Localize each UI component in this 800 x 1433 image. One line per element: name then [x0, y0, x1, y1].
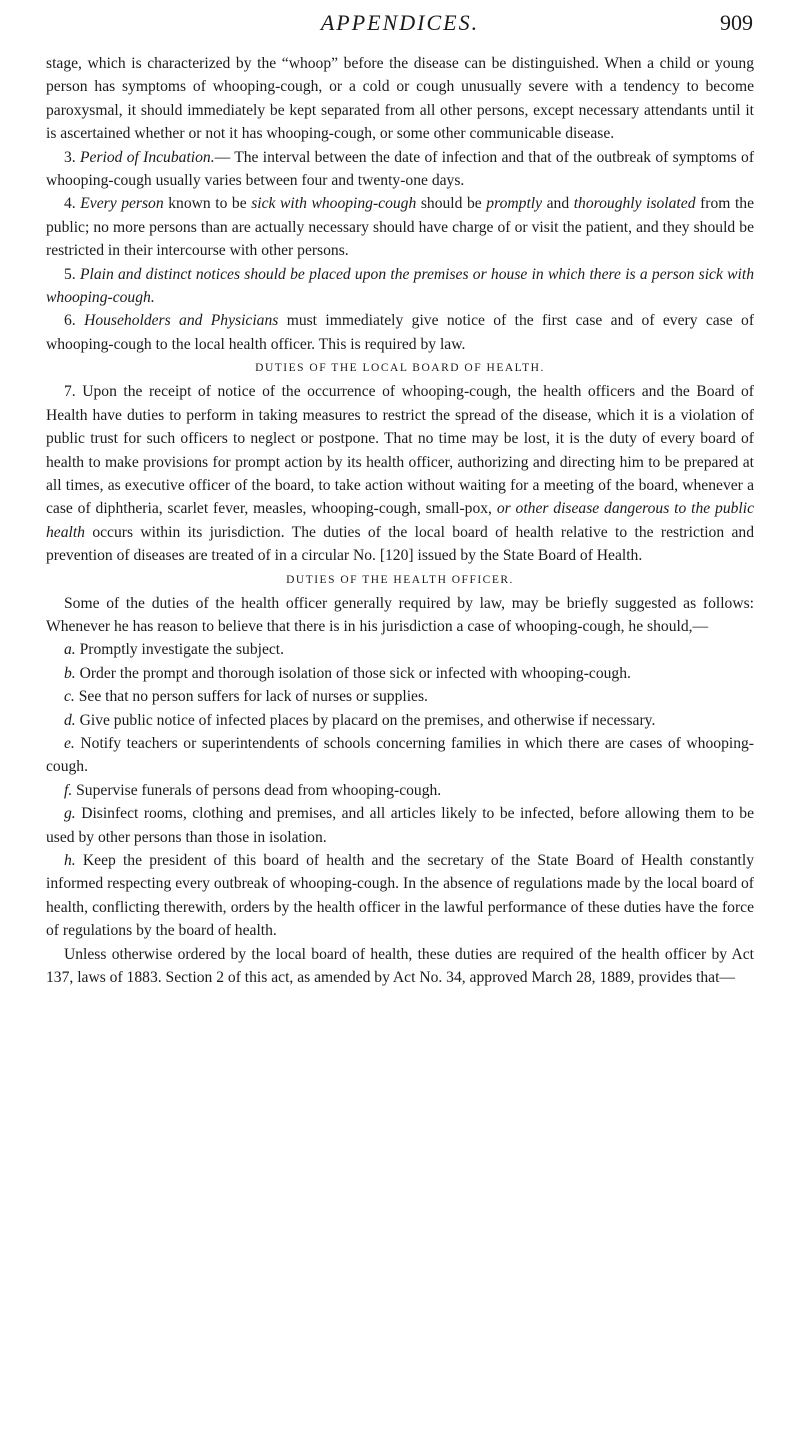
list-text: Supervise funerals of persons dead from whooping-cough.: [72, 781, 442, 799]
list-text: Order the prompt and thorough isolation of those sick or infected with whooping-cough.: [75, 664, 631, 682]
paragraph-number: 5.: [64, 265, 76, 283]
emphasis-text: sick with whooping-cough: [251, 195, 417, 213]
list-item-f: [46, 779, 754, 802]
list-item-a: [46, 638, 754, 661]
paragraph-3: [46, 146, 754, 193]
paragraph-5: [46, 263, 754, 310]
emphasis-text: thoroughly isolated: [573, 195, 696, 213]
list-text: Disinfect rooms, clothing and premises, and all articles likely to be infected, before allowing them to be used by other persons than those in isolation.: [46, 805, 754, 846]
paragraph-title: Period of Incubation.: [80, 148, 215, 166]
paragraph-text: must immediately give notice of the first case and of every case of whooping-cough to the local health officer. This is required by law.: [46, 312, 755, 353]
page-number: 909: [720, 10, 753, 35]
emphasis-text: promptly: [486, 195, 543, 213]
list-text: Promptly investigate the subject.: [75, 641, 285, 659]
list-letter: a.: [64, 641, 76, 659]
list-letter: b.: [64, 664, 76, 682]
paragraph-text: occurs within its jurisdiction. The duties of the local board of health relative to the restriction and prevention of diseases are treated of in a circular No. [120] issued by the State Board of Health.: [46, 523, 754, 565]
paragraph-title: Householders and Physicians: [84, 312, 279, 330]
emphasis-text: Every person: [80, 195, 164, 213]
list-item-g: [46, 802, 754, 849]
list-item-h: [46, 849, 754, 943]
intro-paragraph: stage, which is characterized by the “whoop” before the disease can be distinguished. When a child or young person has symptoms of whooping-cough, or a cold or cough unusually severe with a tendency to become paroxysmal, it should immediately be kept separated from all other persons, except necessary attendants until it is ascertained whether or not it has whooping-cough, or some other communicable disease.: [46, 55, 754, 143]
paragraph-8: Some of the duties of the health officer generally required by law, may be briefly suggested as follows: Whenever he has reason to believe that there is in his jurisdiction a case of whooping-cough, he should,—: [46, 594, 754, 635]
page-body: [46, 52, 754, 989]
paragraph-4: [46, 192, 754, 262]
list-text: Notify teachers or superintendents of schools concerning families in which there are cases of whooping-cough.: [46, 734, 754, 776]
list-item-d: [46, 709, 754, 732]
list-text: Keep the president of this board of health and the secretary of the State Board of Health constantly informed respecting every outbreak of whooping-cough. In the absence of regulations made by the local board of health, conflicting therewith, orders by the health officer in the lawful performance of these duties have the force of regulations by the board of health.: [46, 852, 754, 940]
section-heading-health-officer: DUTIES OF THE HEALTH OFFICER.: [286, 573, 514, 586]
list-letter: d.: [64, 711, 76, 729]
list-letter: c.: [64, 688, 75, 706]
running-head: APPENDICES.: [320, 10, 480, 35]
paragraph-text: should be: [416, 195, 487, 213]
paragraph-number: 4.: [64, 195, 76, 213]
paragraph-9: Unless otherwise ordered by the local board of health, these duties are required of the health officer by Act 137, laws of 1883. Section 2 of this act, as amended by Act No. 34, approved March 28, 1889, provides that—: [46, 945, 754, 987]
list-item-c: [46, 685, 754, 708]
list-letter: e.: [64, 734, 75, 752]
list-text: Give public notice of infected places by placard on the premises, and otherwise if necessary.: [75, 711, 656, 729]
list-letter: f.: [64, 781, 73, 799]
list-letter: g.: [64, 805, 76, 823]
paragraph-text: and: [542, 195, 574, 213]
list-letter: h.: [64, 852, 76, 869]
emphasis-text: or other disease dangerous to the public health: [46, 500, 754, 541]
list-item-b: [46, 662, 754, 685]
list-text: See that no person suffers for lack of nurses or supplies.: [74, 688, 428, 706]
paragraph-text: — The interval between the date of infection and that of the outbreak of symptoms of whooping-cough usually varies between four and twenty-one days.: [46, 148, 755, 190]
list-item-e: [46, 732, 754, 779]
section-heading-local-board: DUTIES OF THE LOCAL BOARD OF HEALTH.: [255, 362, 545, 375]
paragraph-text: Upon the receipt of notice of the occurrence of whooping-cough, the health officers and the Board of Health have duties to perform in taking measures to restrict the spread of the disease, which it is a violation of public trust for such officers to neglect or postpone. That no time may be lost, it is the duty of every board of health to make provisions for prompt action by its health officer, authorizing and directing him to be prepared at all times, as executive officer of the board, to take action without waiting for a meeting of the board, whenever a case of diphtheria, scarlet fever, measles, whooping-cough, small-pox,: [46, 383, 754, 518]
page-header: [0, 10, 800, 40]
paragraph-7: [46, 380, 754, 567]
paragraph-number: 7.: [64, 383, 76, 401]
paragraph-text: from the public; no more persons than are actually necessary should have charge of or visit the patient, and they should be restricted in their intercourse with other persons.: [46, 195, 754, 260]
emphasis-text: Plain and distinct notices should be placed upon the premises or house in which there is a person sick with whooping-cough.: [46, 265, 754, 307]
paragraph-number: 6.: [64, 312, 76, 330]
paragraph-text: known to be: [163, 195, 252, 213]
paragraph-6: [46, 309, 754, 356]
paragraph-number: 3.: [64, 148, 76, 166]
